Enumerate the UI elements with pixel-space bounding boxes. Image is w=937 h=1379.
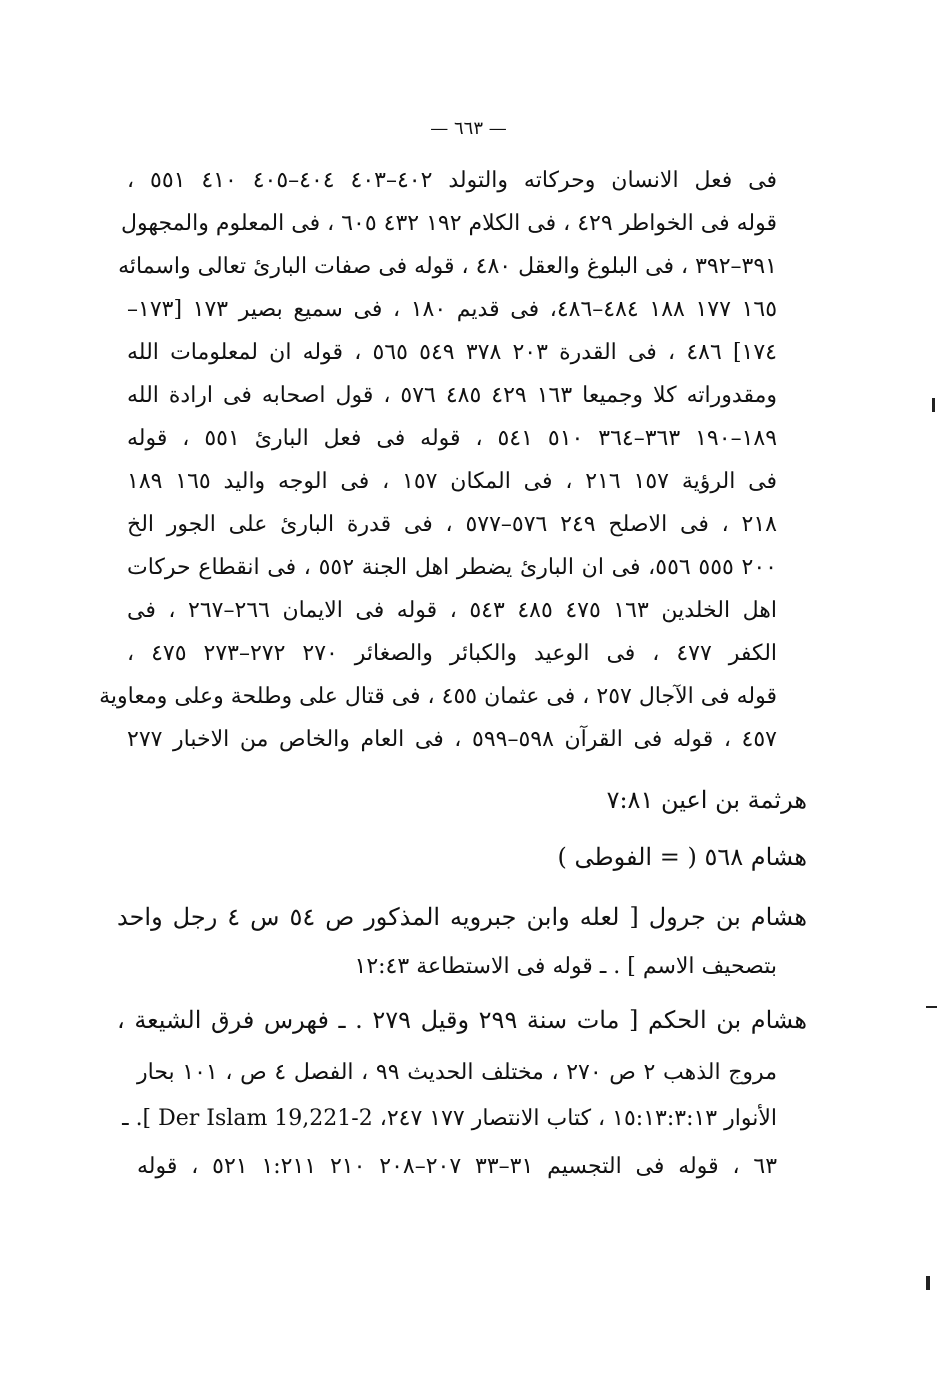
text-line: الكفر ٤٧٧ ، فى الوعيد والكبائر والصغائر ٢٧٠ ٢٧٢–٢٧٣ ٤٧٥ ، [127, 641, 778, 666]
text-line: فى فعل الانسان وحركاته والتولد ٤٠٢–٤٠٣ ٤٠٤–٤٠٥ ٤١٠ ٥٥١ ، [127, 168, 777, 193]
text-line: قوله فى الآجال ٢٥٧ ، فى عثمان ٤٥٥ ، فى قتال على وطلحة وعلى ومعاوية [99, 684, 777, 709]
text-line: ومقدوراته كلا وجميعا ١٦٣ ٤٢٩ ٤٨٥ ٥٧٦ ، قول اصحابه فى ارادة الله [127, 383, 777, 408]
text-line: قوله فى الخواطر ٤٢٩ ، فى الكلام ١٩٢ ٤٣٢ ٦٠٥ ، فى المعلوم والمجهول [120, 211, 777, 236]
index-entry-heading: هشام بن الحكم [ مات سنة ٢٩٩ وقيل ٢٧٩ . ـ فهرس فرق الشيعة ، [117, 1006, 807, 1034]
index-entry-continuation: الأنوار ١٥:١٣:٣:١٣ ، كتاب الانتصار ١٧٧ ٢٤٧، Der Islam 19,221-2 ]. ـ [122, 1106, 777, 1131]
margin-mark [932, 398, 935, 412]
index-entry-continuation: مروج الذهب ٢ ص ٢٧٠ ، مختلف الحديث ٩٩ ، الفصل ٤ ص ، ١٠١ بحار [137, 1060, 777, 1085]
text-line: ١٦٥ ١٧٧ ١٨٨ ٤٨٤–٤٨٦، فى قديم ١٨٠ ، فى سميع بصير ١٧٣ [١٧٣– [127, 297, 778, 322]
text-line: ٣٩١–٣٩٢ ، فى البلوغ والعقل ٤٨٠ ، قوله فى صفات البارئ تعالى واسمائه [118, 254, 777, 279]
index-entry-continuation: ٦٣ ، قوله فى التجسيم ٣١–٣٣ ٢٠٧–٢٠٨ ٢١٠ ١:٢١١ ٥٢١ ، قوله [137, 1154, 778, 1179]
index-entry-continuation: بتصحيف الاسم ] . ـ قوله فى الاستطاعة ١٢:٤٣ [354, 954, 777, 979]
text-line: ١٨٩–١٩٠ ٣٦٣–٣٦٤ ٥١٠ ٥٤١ ، قوله فى فعل البارئ ٥٥١ ، قوله [127, 426, 778, 451]
text-line: ٢٠٠ ٥٥٥ ٥٥٦، فى ان البارئ يضطر اهل الجنة ٥٥٢ ، فى انقطاع حركات [127, 555, 777, 580]
page-number: — ٦٦٣ — [430, 118, 507, 139]
text-line: فى الرؤية ١٥٧ ٢١٦ ، فى المكان ١٥٧ ، فى الوجه واليد ١٦٥ ١٨٩ [127, 469, 777, 494]
text-line: ١٧٤] ٤٨٦ ، فى القدرة ٢٠٣ ٣٧٨ ٥٤٩ ٥٦٥ ، قوله ان لمعلومات الله [127, 340, 777, 365]
index-entry-heading: هشام ٥٦٨ ( = الفوطى ) [557, 843, 807, 871]
index-entry-heading: هرثمة بن اعين ٧:٨١ [606, 786, 807, 814]
margin-mark [926, 1276, 930, 1290]
text-line: ٤٥٧ ، قوله فى القرآن ٥٩٨–٥٩٩ ، فى العام والخاص من الاخبار ٢٧٧ [127, 727, 777, 752]
margin-mark [926, 1006, 937, 1008]
text-line: اهل الخلدين ١٦٣ ٤٧٥ ٤٨٥ ٥٤٣ ، قوله فى الايمان ٢٦٦–٢٦٧ ، فى [127, 598, 777, 623]
index-entry-heading: هشام بن جرول [ لعله وابن جبرويه المذكور ص ٥٤ س ٤ رجل واحد [117, 903, 807, 931]
text-line: ٢١٨ ، فى الاصلح ٢٤٩ ٥٧٦–٥٧٧ ، فى قدرة البارئ على الجور الخ [127, 512, 777, 537]
